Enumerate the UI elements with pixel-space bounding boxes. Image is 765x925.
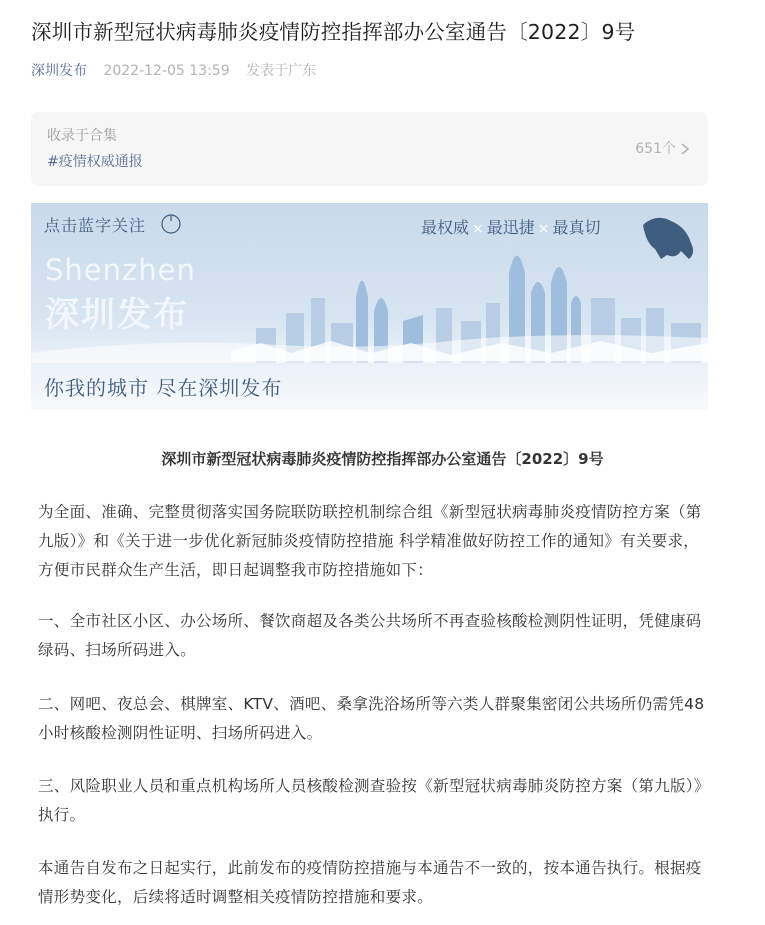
separator-x-icon: × [537,221,550,237]
article-heading: 深圳市新型冠状病毒肺炎疫情防控指挥部办公室通告〔2022〕9号 [161,450,604,468]
author-link[interactable]: 深圳发布 [31,63,87,79]
slogan-2: 最迅捷 [486,218,535,237]
article-meta [31,60,316,82]
paragraph-closing: 本通告自发布之日起实行，此前发布的疫情防控措施与本通告不一致的，按本通告执行。根据疫情形势变化，后续将适时调整相关疫情防控措施和要求。 [38,859,702,906]
paragraph-item-3: 三、风险职业人员和重点机构场所人员核酸检测查验按《新型冠状病毒肺炎防控方案（第九版）》执行。 [38,777,710,824]
collection-count: 651个 [635,141,676,157]
follow-prompt: 点击蓝字关注 [44,216,147,235]
publish-location: 发表于广东 [246,63,317,79]
chevron-right-icon [678,142,692,156]
slogan-1: 最权威 [421,218,470,237]
banner-name-cn: 深圳发布 [45,295,189,335]
banner-slogans [421,215,601,238]
collection-label: 收录于合集 [47,128,117,144]
separator-x-icon: × [472,221,484,237]
collection-card[interactable] [31,112,708,186]
slogan-3: 最真切 [552,218,601,237]
collection-tag-link[interactable]: #疫情权威通报 [47,154,143,170]
banner-name-en: Shenzhen [45,253,196,287]
header-banner-image [31,203,708,410]
publish-time: 2022-12-05 13:59 [103,63,230,79]
page-title: 深圳市新型冠状病毒肺炎疫情防控指挥部办公室通告〔2022〕9号 [31,20,636,44]
paragraph-intro: 为全面、准确、完整贯彻落实国务院联防联控机制综合组《新型冠状病毒肺炎疫情防控方案（第九版）》和《关于进一步优化新冠肺炎疫情防控措施 科学精准做好防控工作的通知》有关要求，方便市民群众生产生活，即日起调整我市防控措施如下： [38,503,702,579]
banner-tagline: 你我的城市 尽在深圳发布 [44,376,283,400]
paragraph-item-2: 二、网吧、夜总会、棋牌室、KTV、酒吧、桑拿洗浴场所等六类人群聚集密闭公共场所仍需凭48小时核酸检测阴性证明、扫场所码进入。 [38,695,705,742]
paragraph-item-1: 一、全市社区小区、办公场所、餐饮商超及各类公共场所不再查验核酸检测阴性证明，凭健康码绿码、扫场所码进入。 [38,612,702,659]
